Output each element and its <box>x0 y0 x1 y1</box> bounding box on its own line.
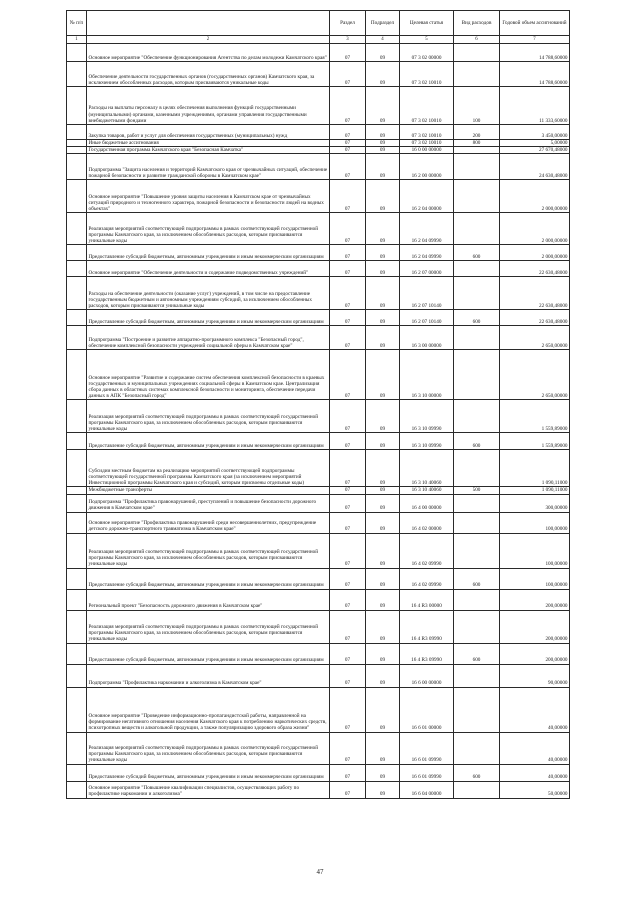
row-amount: 200,00000 <box>500 643 570 664</box>
row-name: Основное мероприятие "Обеспечение функционирования Агентства по делам молодежи Камчатского края" <box>87 44 330 62</box>
row-name: Иные бюджетные ассигнования <box>87 140 330 147</box>
row-name: Предоставление субсидий бюджетным, автономным учреждениям и иным некоммерческим организациям <box>87 310 330 326</box>
row-expense-type: 500 <box>454 487 500 494</box>
table-row <box>67 664 570 687</box>
row-target: 16 4 00 00000 <box>400 494 454 512</box>
row-subsection: 09 <box>366 764 400 781</box>
row-section: 07 <box>330 533 366 568</box>
row-name: Основное мероприятие "Обеспечение деятельности и содержание подведомственных учреждений" <box>87 261 330 277</box>
row-subsection: 09 <box>366 147 400 154</box>
row-target: 07 3 02 10010 <box>400 140 454 147</box>
table-row <box>67 568 570 589</box>
row-subsection: 09 <box>366 180 400 213</box>
row-name: Закупка товаров, работ и услуг для обеспечения государственных (муниципальных) нужд <box>87 125 330 140</box>
table-row <box>67 245 570 261</box>
row-target: 16 3 10 09990 <box>400 433 454 450</box>
page-number: 47 <box>316 868 324 876</box>
row-target: 16 3 10 09990 <box>400 400 454 433</box>
row-expense-type <box>454 154 500 180</box>
row-num <box>67 450 87 487</box>
row-name: Подпрограмма "Построение и развитие аппаратно-программного комплекса "Безопасный город", обеспечение комплексной безопасности учреждений социальной сферы в Камчатском крае" <box>87 326 330 350</box>
row-target: 16 2 04 09990 <box>400 213 454 245</box>
header-expense-type: Вид расходов <box>454 11 500 36</box>
row-section: 07 <box>330 450 366 487</box>
column-number: 7 <box>500 36 570 44</box>
row-target: 16 6 01 00000 <box>400 687 454 732</box>
row-name: Основное мероприятие "Профилактика правонарушений среди несовершеннолетних, предупреждение детского дорожно-транспортного травматизма в Камчатском крае" <box>87 512 330 533</box>
row-target: 16 3 10 40060 <box>400 487 454 494</box>
row-subsection: 09 <box>366 44 400 62</box>
row-expense-type: 600 <box>454 433 500 450</box>
row-target: 16 4 02 09990 <box>400 568 454 589</box>
row-num <box>67 310 87 326</box>
row-amount: 300,00000 <box>500 494 570 512</box>
row-subsection: 09 <box>366 433 400 450</box>
budget-table <box>66 10 570 799</box>
row-target: 16 2 00 00000 <box>400 154 454 180</box>
row-target: 16 0 00 00000 <box>400 147 454 154</box>
table-row <box>67 261 570 277</box>
row-expense-type: 800 <box>454 140 500 147</box>
row-amount: 40,00000 <box>500 687 570 732</box>
row-expense-type <box>454 610 500 643</box>
row-name: Межбюджетные трансферты <box>87 487 330 494</box>
row-section: 07 <box>330 310 366 326</box>
row-name: Расходы на выплаты персоналу в целях обеспечения выполнения функций государственными (муниципальными) органами, казенными учреждениями, органами управления государственными внебюджетными фондами <box>87 87 330 125</box>
row-subsection: 09 <box>366 533 400 568</box>
row-num <box>67 261 87 277</box>
row-amount: 2 650,00000 <box>500 350 570 400</box>
row-subsection: 09 <box>366 781 400 798</box>
row-name: Предоставление субсидий бюджетным, автономным учреждениям и иным некоммерческим организациям <box>87 643 330 664</box>
row-expense-type <box>454 512 500 533</box>
row-target: 16 4 R3 00000 <box>400 589 454 610</box>
table-row <box>67 764 570 781</box>
row-subsection: 09 <box>366 450 400 487</box>
row-num <box>67 277 87 310</box>
table-row <box>67 533 570 568</box>
row-num <box>67 568 87 589</box>
row-amount: 1 090,11000 <box>500 487 570 494</box>
row-name: Реализация мероприятий соответствующей подпрограммы в рамках соответствующей государственной программы Камчатского края, за исключением обособленных расходов, которым присваиваются уникальные коды <box>87 533 330 568</box>
row-target: 07 3 02 00000 <box>400 44 454 62</box>
row-target: 07 3 02 10010 <box>400 125 454 140</box>
table-row <box>67 277 570 310</box>
column-number: 3 <box>330 36 366 44</box>
row-expense-type <box>454 781 500 798</box>
row-subsection: 09 <box>366 589 400 610</box>
row-subsection: 09 <box>366 87 400 125</box>
row-name: Подпрограмма "Профилактика правонарушений, преступлений и повышение безопасности дорожного движения в Камчатском крае" <box>87 494 330 512</box>
row-section: 07 <box>330 154 366 180</box>
table-row <box>67 154 570 180</box>
row-target: 16 2 07 10140 <box>400 310 454 326</box>
row-expense-type <box>454 664 500 687</box>
row-amount: 22 630,48000 <box>500 277 570 310</box>
row-expense-type <box>454 494 500 512</box>
row-num <box>67 213 87 245</box>
row-expense-type <box>454 350 500 400</box>
table-row <box>67 512 570 533</box>
row-name: Расходы на обеспечение деятельности (оказание услуг) учреждений, в том числе на предоставление государственным бюджетным и автономным учреждениям субсидий, за исключением обособленных расходов, которым присваиваются уникальные коды <box>87 277 330 310</box>
row-section: 07 <box>330 245 366 261</box>
row-num <box>67 125 87 140</box>
row-section: 07 <box>330 180 366 213</box>
row-subsection: 09 <box>366 732 400 764</box>
row-name: Основное мероприятие "Повышение квалификации специалистов, осуществляющих работу по профилактике наркомании и алкоголизма" <box>87 781 330 798</box>
row-name: Основное мероприятие "Развитие и содержание систем обеспечения комплексной безопасности в краевых государственных и муниципальных учреждениях социальной сферы в Камчатском крае. Централизация сбора данных в областных системах комплексной безопасности и мониторинга, обеспечение передачи данных в АПК "Безопасный город" <box>87 350 330 400</box>
row-num <box>67 62 87 87</box>
header-target: Целевая статья <box>400 11 454 36</box>
row-amount: 40,00000 <box>500 732 570 764</box>
row-amount: 3 450,00000 <box>500 125 570 140</box>
row-amount: 200,00000 <box>500 610 570 643</box>
table-row <box>67 350 570 400</box>
row-subsection: 09 <box>366 400 400 433</box>
row-num <box>67 589 87 610</box>
column-number: 2 <box>87 36 330 44</box>
table-row <box>67 213 570 245</box>
row-subsection: 09 <box>366 310 400 326</box>
row-expense-type <box>454 147 500 154</box>
table-row <box>67 494 570 512</box>
header-amount: Годовой объем ассигнований <box>500 11 570 36</box>
row-section: 07 <box>330 487 366 494</box>
row-subsection: 09 <box>366 277 400 310</box>
row-expense-type <box>454 44 500 62</box>
row-name: Предоставление субсидий бюджетным, автономным учреждениям и иным некоммерческим организациям <box>87 568 330 589</box>
row-target: 16 6 04 00000 <box>400 781 454 798</box>
row-target: 16 2 04 09990 <box>400 245 454 261</box>
row-target: 16 6 00 00000 <box>400 664 454 687</box>
row-amount: 1 559,89000 <box>500 400 570 433</box>
row-section: 07 <box>330 125 366 140</box>
row-section: 07 <box>330 494 366 512</box>
row-num <box>67 664 87 687</box>
row-expense-type: 100 <box>454 87 500 125</box>
table-row <box>67 310 570 326</box>
row-name: Обеспечение деятельности государственных органов (государственных органов) Камчатского края, за исключением обособленных расходов, которым присваиваются уникальные коды <box>87 62 330 87</box>
row-num <box>67 764 87 781</box>
row-expense-type <box>454 400 500 433</box>
table-row <box>67 125 570 140</box>
column-number: 5 <box>400 36 454 44</box>
row-section: 07 <box>330 764 366 781</box>
row-num <box>67 433 87 450</box>
row-name: Реализация мероприятий соответствующей подпрограммы в рамках соответствующей государственной программы Камчатского края, за исключением обособленных расходов, которым присваиваются уникальные коды <box>87 732 330 764</box>
row-amount: 100,00000 <box>500 568 570 589</box>
row-section: 07 <box>330 610 366 643</box>
row-target: 16 4 02 09990 <box>400 533 454 568</box>
row-amount: 1 090,11000 <box>500 450 570 487</box>
row-num <box>67 147 87 154</box>
row-section: 07 <box>330 350 366 400</box>
row-amount: 2 000,00000 <box>500 245 570 261</box>
row-num <box>67 140 87 147</box>
row-target: 16 4 02 00000 <box>400 512 454 533</box>
table-row <box>67 180 570 213</box>
row-num <box>67 326 87 350</box>
row-section: 07 <box>330 140 366 147</box>
row-num <box>67 494 87 512</box>
row-subsection: 09 <box>366 261 400 277</box>
row-target: 16 3 10 40060 <box>400 450 454 487</box>
row-expense-type <box>454 589 500 610</box>
row-name: Реализация мероприятий соответствующей подпрограммы в рамках соответствующей государственной программы Камчатского края, за исключением обособленных расходов, которым присваиваются уникальные коды <box>87 610 330 643</box>
row-name: Реализация мероприятий соответствующей подпрограммы в рамках соответствующей государственной программы Камчатского края, за исключением обособленных расходов, которым присваиваются уникальные коды <box>87 400 330 433</box>
row-expense-type <box>454 533 500 568</box>
table-header-row <box>67 11 570 36</box>
row-expense-type: 600 <box>454 643 500 664</box>
row-name: Реализация мероприятий соответствующей подпрограммы в рамках соответствующей государственной программы Камчатского края, за исключением обособленных расходов, которым присваиваются уникальные коды <box>87 213 330 245</box>
row-section: 07 <box>330 277 366 310</box>
row-num <box>67 533 87 568</box>
row-expense-type <box>454 732 500 764</box>
row-section: 07 <box>330 781 366 798</box>
header-section: Раздел <box>330 11 366 36</box>
table-row <box>67 62 570 87</box>
row-amount: 2 000,00000 <box>500 213 570 245</box>
row-amount: 100,00000 <box>500 533 570 568</box>
row-num <box>67 487 87 494</box>
row-name: Основное мероприятие "Повышение уровня защиты населения в Камчатском крае от чрезвычайных ситуаций природного и техногенного характера, пожарной безопасности и безопасности людей на водных объектах" <box>87 180 330 213</box>
row-num <box>67 154 87 180</box>
row-subsection: 09 <box>366 610 400 643</box>
row-section: 07 <box>330 643 366 664</box>
row-amount: 5,00000 <box>500 140 570 147</box>
row-amount: 2 000,00000 <box>500 180 570 213</box>
row-section: 07 <box>330 664 366 687</box>
row-subsection: 09 <box>366 643 400 664</box>
row-num <box>67 732 87 764</box>
row-name: Предоставление субсидий бюджетным, автономным учреждениям и иным некоммерческим организациям <box>87 245 330 261</box>
column-number-row <box>67 36 570 44</box>
row-num <box>67 180 87 213</box>
table-row <box>67 450 570 487</box>
row-amount: 100,00000 <box>500 512 570 533</box>
row-subsection: 09 <box>366 350 400 400</box>
row-subsection: 09 <box>366 687 400 732</box>
row-amount: 24 630,48000 <box>500 154 570 180</box>
row-target: 07 3 02 10010 <box>400 62 454 87</box>
row-expense-type: 600 <box>454 245 500 261</box>
table-row <box>67 147 570 154</box>
table-row <box>67 140 570 147</box>
header-num: № п/п <box>67 11 87 36</box>
row-name: Основное мероприятие "Проведение информационно-пропагандистской работы, направленной на формирование негативного отношения населения Камчатского края к потреблению наркотических средств, психотропных веществ и алкогольной продукции, а также популяризацию здорового образа жизни" <box>87 687 330 732</box>
row-num <box>67 400 87 433</box>
row-amount: 14 788,60000 <box>500 44 570 62</box>
row-expense-type: 600 <box>454 568 500 589</box>
row-expense-type <box>454 687 500 732</box>
row-expense-type <box>454 180 500 213</box>
row-section: 07 <box>330 213 366 245</box>
row-subsection: 09 <box>366 664 400 687</box>
row-subsection: 09 <box>366 568 400 589</box>
header-name <box>87 11 330 36</box>
table-row <box>67 400 570 433</box>
row-num <box>67 643 87 664</box>
table-row <box>67 589 570 610</box>
row-name: Предоставление субсидий бюджетным, автономным учреждениям и иным некоммерческим организациям <box>87 433 330 450</box>
table-body <box>67 44 570 799</box>
row-num <box>67 44 87 62</box>
row-section: 07 <box>330 687 366 732</box>
row-section: 07 <box>330 433 366 450</box>
row-section: 07 <box>330 62 366 87</box>
row-section: 07 <box>330 568 366 589</box>
row-subsection: 09 <box>366 213 400 245</box>
row-name: Субсидии местным бюджетам на реализацию мероприятий соответствующей подпрограммы соответствующей государственной программы Камчатского края (за исключением мероприятий Инвестиционной программы Камчатского края и субсидий, которым присвоены отдельные коды) <box>87 450 330 487</box>
row-amount: 14 788,60000 <box>500 62 570 87</box>
table-row <box>67 610 570 643</box>
row-num <box>67 687 87 732</box>
row-amount: 2 650,00000 <box>500 326 570 350</box>
row-subsection: 09 <box>366 512 400 533</box>
row-amount: 11 333,60000 <box>500 87 570 125</box>
row-target: 16 6 01 09990 <box>400 764 454 781</box>
row-expense-type <box>454 277 500 310</box>
row-section: 07 <box>330 732 366 764</box>
row-num <box>67 512 87 533</box>
row-subsection: 09 <box>366 62 400 87</box>
row-subsection: 09 <box>366 154 400 180</box>
row-name: Региональный проект "Безопасность дорожного движения в Камчатском крае" <box>87 589 330 610</box>
row-amount: 22 630,48000 <box>500 310 570 326</box>
row-num <box>67 610 87 643</box>
table-row <box>67 732 570 764</box>
column-number: 4 <box>366 36 400 44</box>
row-name: Подпрограмма "Защита населения и территорий Камчатского края от чрезвычайных ситуаций, обеспечение пожарной безопасности и развитие гражданской обороны в Камчатском крае" <box>87 154 330 180</box>
row-subsection: 09 <box>366 140 400 147</box>
row-amount: 200,00000 <box>500 589 570 610</box>
header-subsection: Подраздел <box>366 11 400 36</box>
row-target: 16 3 10 00000 <box>400 350 454 400</box>
row-target: 16 4 R3 09990 <box>400 610 454 643</box>
row-target: 16 4 R3 09990 <box>400 643 454 664</box>
row-target: 16 2 07 10140 <box>400 277 454 310</box>
row-name: Подпрограмма "Профилактика наркомании и алкоголизма в Камчатском крае" <box>87 664 330 687</box>
row-amount: 1 559,89000 <box>500 433 570 450</box>
row-section: 07 <box>330 512 366 533</box>
table-row <box>67 687 570 732</box>
table-row <box>67 781 570 798</box>
table-row <box>67 326 570 350</box>
row-amount: 50,00000 <box>500 781 570 798</box>
row-expense-type: 600 <box>454 310 500 326</box>
row-section: 07 <box>330 44 366 62</box>
row-expense-type <box>454 261 500 277</box>
row-target: 16 6 01 09990 <box>400 732 454 764</box>
row-amount: 22 630,48000 <box>500 261 570 277</box>
row-expense-type: 600 <box>454 764 500 781</box>
table-row <box>67 87 570 125</box>
row-expense-type <box>454 450 500 487</box>
row-section: 07 <box>330 261 366 277</box>
row-section: 07 <box>330 400 366 433</box>
row-amount: 90,00000 <box>500 664 570 687</box>
row-expense-type <box>454 326 500 350</box>
row-section: 07 <box>330 147 366 154</box>
row-section: 07 <box>330 87 366 125</box>
table-row <box>67 643 570 664</box>
column-number: 1 <box>67 36 87 44</box>
row-num <box>67 245 87 261</box>
row-amount: 40,00000 <box>500 764 570 781</box>
row-subsection: 09 <box>366 125 400 140</box>
row-target: 16 2 04 00000 <box>400 180 454 213</box>
row-num <box>67 350 87 400</box>
row-subsection: 09 <box>366 487 400 494</box>
row-target: 16 3 00 00000 <box>400 326 454 350</box>
row-subsection: 09 <box>366 326 400 350</box>
table-row <box>67 487 570 494</box>
row-section: 07 <box>330 589 366 610</box>
row-expense-type: 200 <box>454 125 500 140</box>
row-amount: 27 670,48000 <box>500 147 570 154</box>
row-expense-type <box>454 213 500 245</box>
row-num <box>67 87 87 125</box>
row-name: Предоставление субсидий бюджетным, автономным учреждениям и иным некоммерческим организациям <box>87 764 330 781</box>
column-number: 6 <box>454 36 500 44</box>
row-target: 07 3 02 10010 <box>400 87 454 125</box>
row-num <box>67 781 87 798</box>
row-section: 07 <box>330 326 366 350</box>
row-expense-type <box>454 62 500 87</box>
row-subsection: 09 <box>366 494 400 512</box>
table-row <box>67 44 570 62</box>
row-subsection: 09 <box>366 245 400 261</box>
row-name: Государственная программа Камчатского края "Безопасная Камчатка" <box>87 147 330 154</box>
table-row <box>67 433 570 450</box>
row-target: 16 2 07 00000 <box>400 261 454 277</box>
